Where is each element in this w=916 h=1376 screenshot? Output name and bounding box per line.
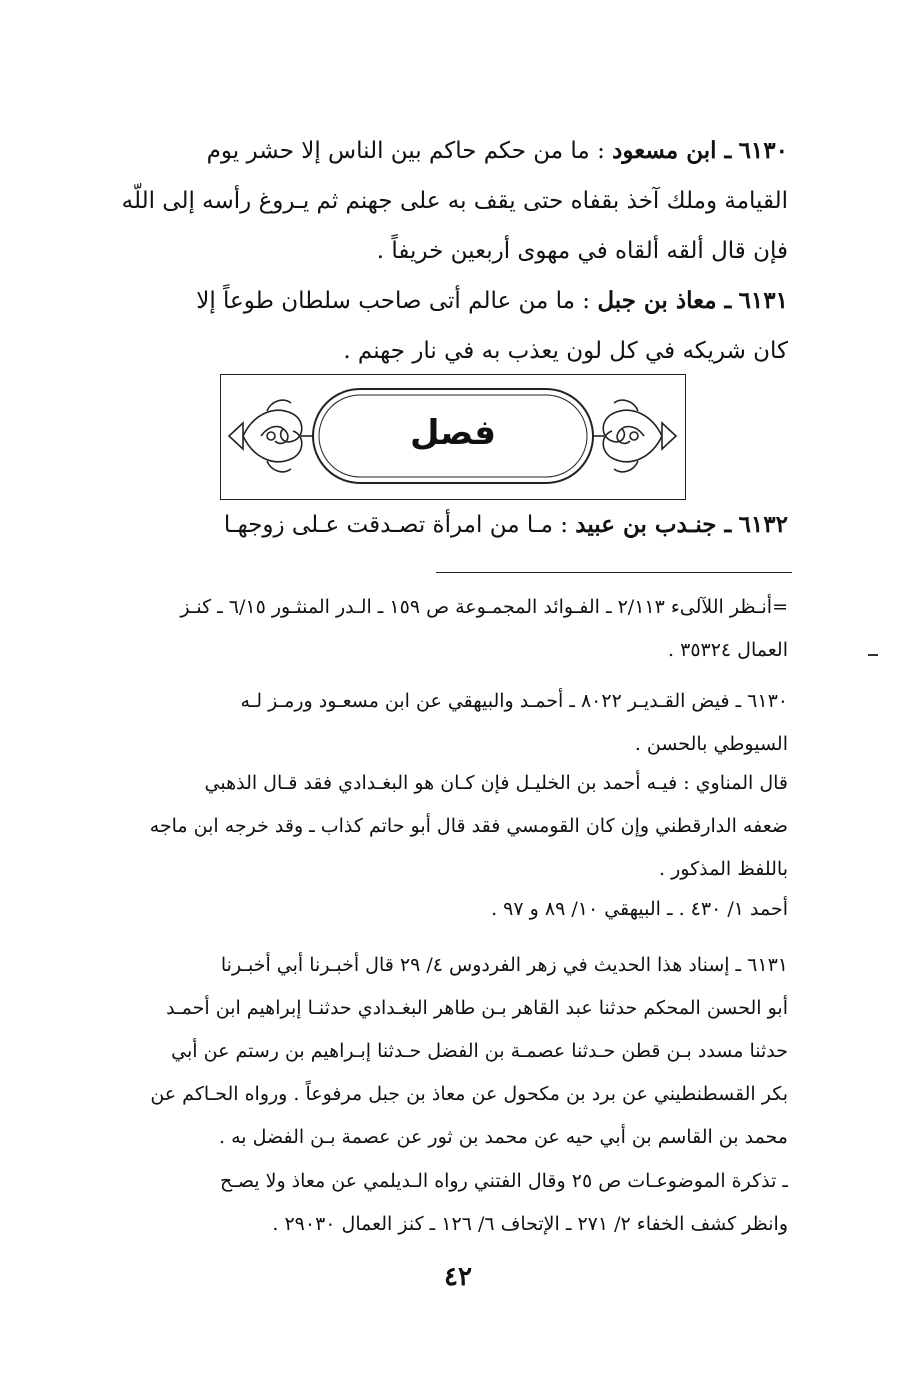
entry-narrator: معاذ بن جبل: [597, 287, 717, 314]
footnote-line: باللفظ المذكور .: [659, 858, 788, 880]
footnote-block-3: [112, 762, 788, 891]
entry-narrator: جنـدب بن عبيد: [575, 511, 717, 538]
scan-mark: [868, 654, 878, 656]
footnote-line: ضعفه الدارقطني وإن كان القومسي فقد قال أبو حاتم كذاب ـ وقد خرجه ابن ماجه: [149, 815, 788, 837]
footnote-line: أحمد ١/ ٤٣٠ . ـ البيهقي ١٠/ ٨٩ و ٩٧ .: [491, 898, 788, 920]
entry-text: ما من حكم حاكم بين الناس إلا حشر يوم: [206, 138, 590, 164]
entry-line: ٦١٣٠ ـ ابن مسعود : ما من حكم حاكم بين الناس إلا حشر يوم: [206, 137, 788, 164]
footnote-line: ـ تذكرة الموضوعـات ص ٢٥ وقال الفتني رواه الـديلمي عن معاذ ولا يصـح: [219, 1170, 788, 1192]
footnote-line: =أنـظر اللآلىء ٢/١١٣ ـ الفـوائد المجمـوعة ص ١٥٩ ـ الـدر المنثـور ٦/١٥ ـ كنـز: [180, 596, 788, 618]
entry-line: كان شريكه في كل لون يعذب به في نار جهنم .: [343, 338, 788, 364]
footnote-line: بكر القسطنطيني عن برد بن مكحول عن معاذ بن جبل مرفوعاً . ورواه الحـاكم عن: [150, 1083, 788, 1105]
entry-text: ما من عالم أتى صاحب سلطان طوعاً إلا: [196, 288, 575, 314]
entry-line: ٦١٣٢ ـ جنـدب بن عبيد : مـا من امرأة تصـدقت عـلى زوجهـا: [223, 511, 788, 538]
entry-line: القيامة وملك آخذ بقفاه حتى يقف به على جهنم ثم يـروغ رأسه إلى اللّه: [121, 188, 788, 214]
entry-number: ٦١٣١: [738, 287, 788, 314]
footnote-block-6: [112, 1160, 788, 1246]
footnote-block-4: [112, 888, 788, 931]
section-heading-frame: [220, 374, 686, 500]
entry-text: مـا من امرأة تصـدقت عـلى زوجهـا: [223, 512, 553, 538]
footnote-line: وانظر كشف الخفاء ٢/ ٢٧١ ـ الإتحاف ٦/ ١٢٦ ـ كنز العمال ٢٩٠٣٠ .: [272, 1213, 788, 1235]
footnote-block-1: [112, 586, 788, 672]
entry-6130: [112, 126, 788, 276]
footnote-divider: [436, 572, 792, 573]
entry-6132: [112, 500, 788, 550]
entry-6131: [112, 276, 788, 376]
footnote-line: محمد بن القاسم بن أبي حيه عن محمد بن ثور عن عصمة بـن الفضل به .: [219, 1126, 788, 1148]
entry-narrator: ابن مسعود: [612, 137, 717, 164]
entry-number: ٦١٣٢: [738, 511, 788, 538]
entry-number: ٦١٣٠: [738, 137, 788, 164]
footnote-line: ٦١٣١ ـ إسناد هذا الحديث في زهر الفردوس ٤/ ٢٩ قال أخبـرنا أبي أخبـرنا: [220, 954, 788, 976]
footnote-line: حدثنا مسدد بـن قطن حـدثنا عصمـة بن الفضل حـدثنا إبـراهيم بن رستم عن أبي: [171, 1040, 788, 1062]
footnote-line: العمال ٣٥٣٢٤ .: [668, 639, 788, 661]
footnote-line: أبو الحسن المحكم حدثنا عبد القاهر بـن طاهر البغـدادي حدثنـا إبراهيم ابن أحمـد: [166, 997, 788, 1019]
entry-line: فإن قال ألقه ألقاه في مهوى أربعين خريفاً .: [376, 238, 788, 264]
page-number: ٤٢: [444, 1262, 472, 1292]
entry-line: ٦١٣١ ـ معاذ بن جبل : ما من عالم أتى صاحب سلطان طوعاً إلا: [196, 287, 788, 314]
footnote-block-2: [112, 680, 788, 766]
footnote-line: ٦١٣٠ ـ فيض القـديـر ٨٠٢٢ ـ أحمـد والبيهقي عن ابن مسعـود ورمـز لـه: [240, 690, 788, 712]
footnote-line: قال المناوي : فيـه أحمد بن الخليـل فإن كـان هو البغـدادي فقد قـال الذهبي: [204, 772, 788, 794]
footnote-block-5: [112, 944, 788, 1159]
section-title: فصل: [409, 413, 497, 453]
footnote-line: السيوطي بالحسن .: [634, 733, 788, 755]
